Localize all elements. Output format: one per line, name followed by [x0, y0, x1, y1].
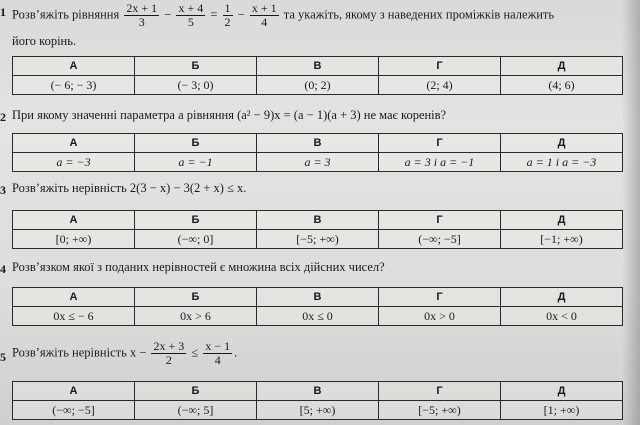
question-3-text: Розв’яжіть нерівність 2(3 − x) − 3(2 + x) ≤ x. — [12, 181, 247, 195]
q1-minus: − — [164, 7, 172, 22]
answer-table-1 — [12, 56, 623, 95]
question-5-text — [12, 340, 237, 367]
option-v: В — [257, 288, 379, 307]
q5-fraction-2: $\frac{x - 1}{4}$ — [205, 339, 231, 367]
answer-table-5-header — [13, 382, 623, 401]
question-number-5: 5 — [0, 350, 6, 364]
answer-table-3-values — [13, 230, 623, 249]
option-a: А — [13, 211, 135, 230]
option-g: Г — [379, 134, 501, 153]
answer-g: a = 3 і a = −1 — [379, 153, 501, 172]
q5-fraction-1: $\frac{2x + 3}{2}$ — [153, 339, 185, 367]
option-g: Г — [379, 288, 501, 307]
option-d: Д — [501, 211, 623, 230]
option-v: В — [257, 134, 379, 153]
answer-table-2-values — [13, 153, 623, 172]
answer-g: (2; 4) — [379, 76, 501, 95]
answer-table-4-values — [13, 307, 623, 326]
q1-fraction-1: $\frac{2x + 1}{3}$ — [126, 1, 158, 29]
q1-fraction-4: $\frac{x + 1}{4}$ — [251, 1, 277, 29]
option-b: Б — [135, 382, 257, 401]
answer-v: a = 3 — [257, 153, 379, 172]
question-1-text — [12, 2, 554, 29]
answer-g: (−∞; −5] — [379, 230, 501, 249]
q1-equals: = — [210, 7, 218, 22]
option-d: Д — [501, 57, 623, 76]
option-v: В — [257, 382, 379, 401]
answer-table-4-header — [13, 288, 623, 307]
answer-b: (−∞; 0] — [135, 230, 257, 249]
option-v: В — [257, 211, 379, 230]
answer-table-2-header — [13, 134, 623, 153]
answer-a: [0; +∞) — [13, 230, 135, 249]
option-g: Г — [379, 57, 501, 76]
answer-table-1-header — [13, 57, 623, 76]
option-v: В — [257, 57, 379, 76]
option-b: Б — [135, 288, 257, 307]
q1-fraction-3: $\frac{1}{2}$ — [224, 1, 231, 29]
answer-b: a = −1 — [135, 153, 257, 172]
answer-v: [−5; +∞) — [257, 230, 379, 249]
answer-table-1-values — [13, 76, 623, 95]
answer-b: (−∞; 5] — [135, 401, 257, 420]
option-b: Б — [135, 211, 257, 230]
option-a: А — [13, 57, 135, 76]
question-number-2: 2 — [0, 110, 6, 124]
answer-v: 0x ≤ 0 — [257, 307, 379, 326]
question-number-1: 1 — [0, 5, 6, 19]
answer-g: 0x > 0 — [379, 307, 501, 326]
question-1-text-line2: його корінь. — [12, 34, 77, 48]
q1-text-after: та укажіть, якому з наведених проміжків належить — [283, 7, 555, 22]
answer-a: 0x ≤ − 6 — [13, 307, 135, 326]
answer-v: [5; +∞) — [257, 401, 379, 420]
q5-period: . — [234, 345, 238, 360]
answer-d: [1; +∞) — [501, 401, 623, 420]
option-b: Б — [135, 134, 257, 153]
question-2-text: При якому значенні параметра a рівняння (a² − 9)x = (a − 1)(a + 3) не має коренів? — [12, 108, 447, 122]
answer-a: (− 6; − 3) — [13, 76, 135, 95]
option-g: Г — [379, 382, 501, 401]
option-a: А — [13, 382, 135, 401]
answer-b: (− 3; 0) — [135, 76, 257, 95]
answer-table-5-values — [13, 401, 623, 420]
answer-table-3-header — [13, 211, 623, 230]
answer-table-3 — [12, 210, 623, 249]
answer-d: a = 1 і a = −3 — [501, 153, 623, 172]
option-a: А — [13, 288, 135, 307]
answer-table-5 — [12, 381, 623, 420]
q1-fraction-2: $\frac{x + 4}{5}$ — [178, 1, 204, 29]
answer-v: (0; 2) — [257, 76, 379, 95]
question-number-4: 4 — [0, 262, 6, 276]
q5-text-before: Розв’яжіть нерівність — [12, 345, 127, 360]
answer-d: (4; 6) — [501, 76, 623, 95]
option-d: Д — [501, 382, 623, 401]
option-a: А — [13, 134, 135, 153]
page-edge-shadow — [622, 0, 640, 425]
answer-a: a = −3 — [13, 153, 135, 172]
option-b: Б — [135, 57, 257, 76]
answer-table-2 — [12, 133, 623, 172]
question-4-text: Розв’язком якої з поданих нерівностей є множина всіх дійсних чисел? — [12, 260, 385, 274]
answer-a: (−∞; −5] — [13, 401, 135, 420]
option-d: Д — [501, 288, 623, 307]
q5-less-equal: ≤ — [191, 345, 199, 360]
option-g: Г — [379, 211, 501, 230]
answer-d: [−1; +∞) — [501, 230, 623, 249]
q1-minus-2: − — [237, 7, 245, 22]
answer-d: 0x < 0 — [501, 307, 623, 326]
answer-table-4 — [12, 287, 623, 326]
answer-b: 0x > 6 — [135, 307, 257, 326]
question-number-3: 3 — [0, 183, 6, 197]
q5-lead: x − — [129, 345, 147, 360]
option-d: Д — [501, 134, 623, 153]
q1-text-before: Розв’яжіть рівняння — [12, 7, 120, 22]
answer-g: [−5; +∞) — [379, 401, 501, 420]
